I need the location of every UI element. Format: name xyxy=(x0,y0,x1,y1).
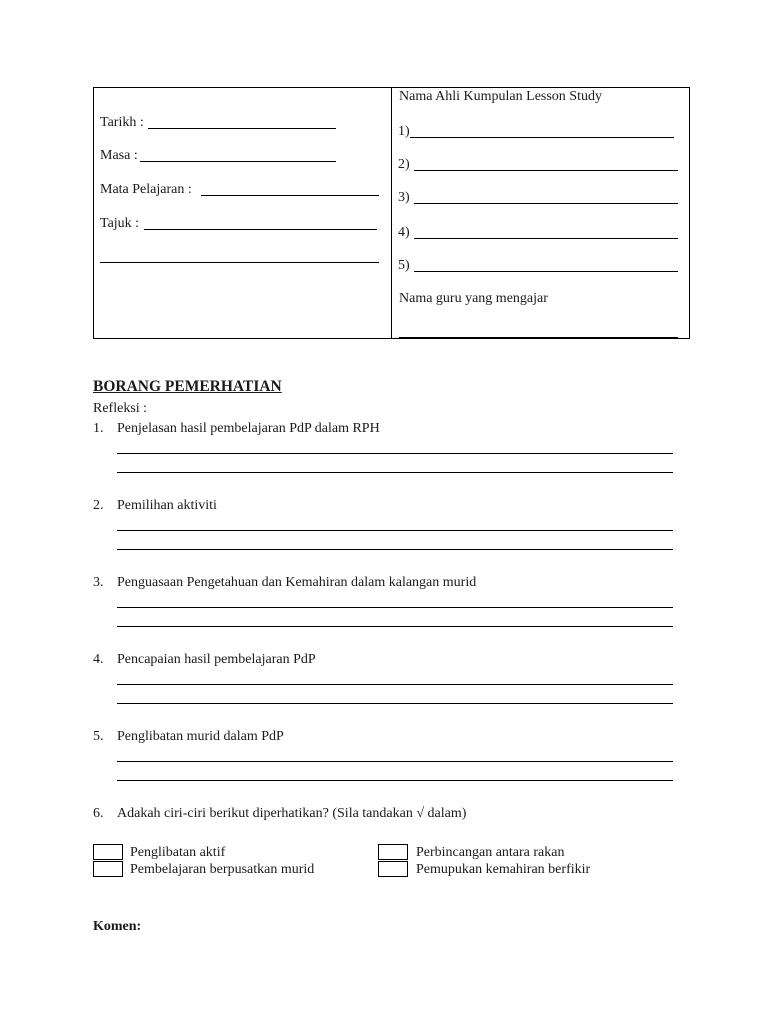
time-label: Masa : xyxy=(100,148,138,163)
checklist-label-3: Perbincangan antara rakan xyxy=(416,845,565,860)
comment-label: Komen: xyxy=(93,919,142,934)
checkbox-pembelajaran-berpusatkan-murid[interactable] xyxy=(93,861,123,877)
member-3-field[interactable] xyxy=(414,203,678,204)
checkbox-pemupukan-kemahiran-berfikir[interactable] xyxy=(378,861,408,877)
question-4-answer-line[interactable] xyxy=(117,684,673,685)
teacher-field[interactable] xyxy=(399,337,678,338)
question-1-number: 1. xyxy=(93,421,104,436)
question-2-answer-line[interactable] xyxy=(117,549,673,550)
question-6-text: Adakah ciri-ciri berikut diperhatikan? (Sila tandakan √ dalam) xyxy=(117,806,467,821)
member-5-label: 5) xyxy=(398,258,410,273)
question-4-answer-line[interactable] xyxy=(117,703,673,704)
question-1-answer-line[interactable] xyxy=(117,453,673,454)
question-5-text: Penglibatan murid dalam PdP xyxy=(117,729,284,744)
member-3-label: 3) xyxy=(398,190,410,205)
topic-label: Tajuk : xyxy=(100,216,140,231)
teacher-label: Nama guru yang mengajar xyxy=(399,291,548,306)
reflection-label: Refleksi : xyxy=(93,401,148,416)
member-4-field[interactable] xyxy=(414,238,678,239)
member-4-label: 4) xyxy=(398,225,410,240)
question-2-number: 2. xyxy=(93,498,104,513)
member-5-field[interactable] xyxy=(414,271,678,272)
date-label: Tarikh : xyxy=(100,115,144,130)
question-4-text: Pencapaian hasil pembelajaran PdP xyxy=(117,652,316,667)
question-6-number: 6. xyxy=(93,806,104,821)
member-1-label: 1) xyxy=(398,124,410,139)
member-2-field[interactable] xyxy=(414,170,678,171)
checklist-label-4: Pemupukan kemahiran berfikir xyxy=(416,862,591,877)
question-5-answer-line[interactable] xyxy=(117,761,673,762)
checkbox-perbincangan-antara-rakan[interactable] xyxy=(378,844,408,860)
question-1-answer-line[interactable] xyxy=(117,472,673,473)
checklist-label-2: Pembelajaran berpusatkan murid xyxy=(130,862,315,877)
question-2-text: Pemilihan aktiviti xyxy=(117,498,217,513)
topic-field[interactable] xyxy=(144,229,377,230)
form-title: BORANG PEMERHATIAN xyxy=(93,378,282,395)
question-5-answer-line[interactable] xyxy=(117,780,673,781)
question-1-text: Penjelasan hasil pembelajaran PdP dalam RPH xyxy=(117,421,380,436)
member-2-label: 2) xyxy=(398,157,410,172)
question-5-number: 5. xyxy=(93,729,104,744)
members-heading: Nama Ahli Kumpulan Lesson Study xyxy=(399,89,602,104)
question-4-number: 4. xyxy=(93,652,104,667)
time-field[interactable] xyxy=(140,161,336,162)
topic-field-continuation[interactable] xyxy=(100,262,379,263)
subject-field[interactable] xyxy=(201,195,379,196)
question-2-answer-line[interactable] xyxy=(117,530,673,531)
question-3-text: Penguasaan Pengetahuan dan Kemahiran dalam kalangan murid xyxy=(117,575,477,590)
member-1-field[interactable] xyxy=(410,137,674,138)
date-field[interactable] xyxy=(148,128,336,129)
question-3-answer-line[interactable] xyxy=(117,626,673,627)
checklist-label-1: Penglibatan aktif xyxy=(130,845,226,860)
question-3-number: 3. xyxy=(93,575,104,590)
checkbox-penglibatan-aktif[interactable] xyxy=(93,844,123,860)
question-3-answer-line[interactable] xyxy=(117,607,673,608)
subject-label: Mata Pelajaran : xyxy=(100,182,192,197)
